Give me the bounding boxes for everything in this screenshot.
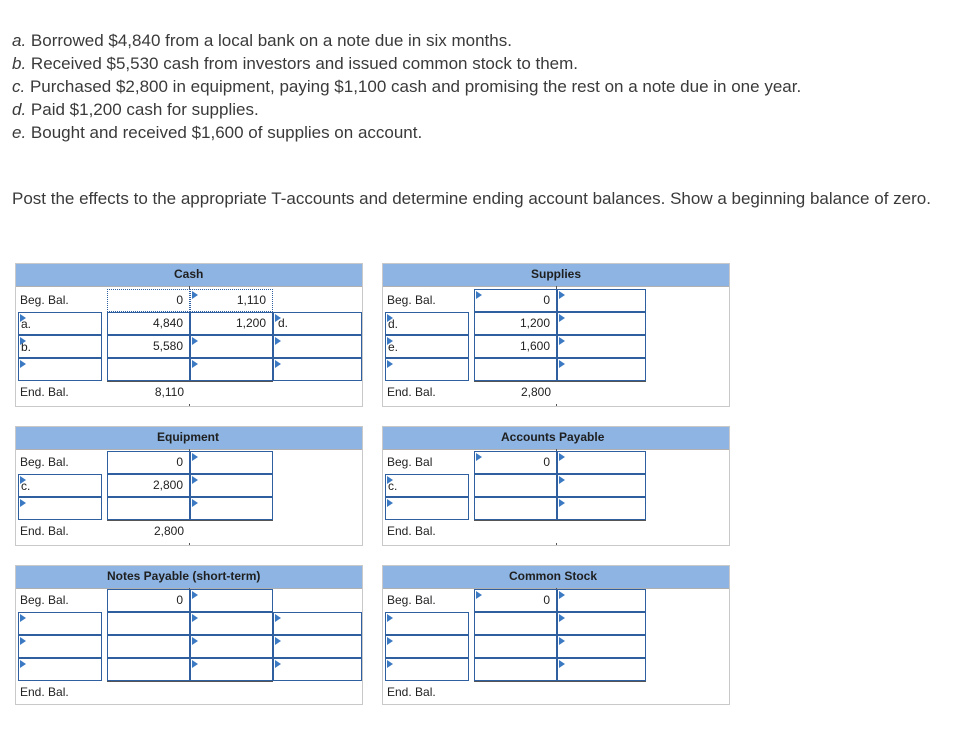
np-r1-credit-label[interactable] bbox=[273, 612, 362, 635]
flag-icon bbox=[275, 637, 281, 645]
flag-icon bbox=[192, 591, 198, 599]
notes-payable-title: Notes Payable (short-term) bbox=[107, 569, 261, 583]
cs-beg-label: Beg. Bal. bbox=[387, 593, 436, 607]
ap-end-label: End. Bal. bbox=[387, 524, 436, 538]
equipment-r2-credit[interactable] bbox=[190, 497, 273, 520]
np-end-credit[interactable] bbox=[190, 681, 273, 704]
equipment-end-debit[interactable]: 2,800 bbox=[107, 520, 190, 543]
cs-end-label: End. Bal. bbox=[387, 685, 436, 699]
supplies-r2-debit[interactable]: 1,600 bbox=[474, 335, 557, 358]
flag-icon bbox=[387, 337, 393, 345]
ap-beg-debit[interactable]: 0 bbox=[474, 451, 557, 474]
flag-icon bbox=[275, 614, 281, 622]
equipment-end-label: End. Bal. bbox=[20, 524, 69, 538]
flag-icon bbox=[387, 614, 393, 622]
t-account-accounts-payable bbox=[382, 426, 730, 546]
np-beg-label: Beg. Bal. bbox=[20, 593, 69, 607]
ap-end-row bbox=[383, 520, 729, 543]
np-row-1 bbox=[16, 612, 362, 635]
flag-icon bbox=[192, 360, 198, 368]
supplies-end-label: End. Bal. bbox=[387, 385, 436, 399]
cash-row-1 bbox=[16, 312, 362, 335]
supplies-r3-debit[interactable] bbox=[474, 358, 557, 381]
flag-icon bbox=[559, 637, 565, 645]
problem-line-d: d. Paid $1,200 cash for supplies. bbox=[12, 100, 259, 119]
equipment-r1-debit[interactable]: 2,800 bbox=[107, 474, 190, 497]
np-beg-debit[interactable]: 0 bbox=[107, 589, 190, 612]
np-row-2 bbox=[16, 635, 362, 658]
equipment-r1-credit[interactable] bbox=[190, 474, 273, 497]
flag-icon bbox=[559, 499, 565, 507]
flag-icon bbox=[387, 637, 393, 645]
cash-beg-label: Beg. Bal. bbox=[20, 293, 69, 307]
equipment-title: Equipment bbox=[157, 430, 219, 444]
cash-r2-credit-label[interactable] bbox=[273, 335, 362, 358]
equipment-row-1 bbox=[16, 474, 362, 497]
flag-icon bbox=[20, 660, 26, 668]
flag-icon bbox=[559, 291, 565, 299]
cash-end-label: End. Bal. bbox=[20, 385, 69, 399]
np-r2-label[interactable] bbox=[18, 635, 102, 658]
np-r2-credit-label[interactable] bbox=[273, 635, 362, 658]
supplies-end-credit[interactable] bbox=[557, 381, 646, 404]
cash-r2-debit[interactable]: 5,580 bbox=[107, 335, 190, 358]
flag-icon bbox=[275, 337, 281, 345]
supplies-r1-label[interactable]: d. bbox=[385, 312, 469, 335]
supplies-end-row bbox=[383, 381, 729, 404]
flag-icon bbox=[275, 360, 281, 368]
flag-icon bbox=[20, 499, 26, 507]
supplies-beg-credit[interactable] bbox=[557, 289, 646, 312]
flag-icon bbox=[192, 637, 198, 645]
supplies-row-3 bbox=[383, 358, 729, 381]
equipment-end-row bbox=[16, 520, 362, 543]
cash-r1-credit[interactable]: 1,200 bbox=[190, 312, 273, 335]
flag-icon bbox=[559, 614, 565, 622]
flag-icon bbox=[192, 291, 198, 299]
cs-r3-label[interactable] bbox=[385, 658, 469, 681]
ap-r1-debit[interactable] bbox=[474, 474, 557, 497]
cs-beg-credit[interactable] bbox=[557, 589, 646, 612]
cs-row-3 bbox=[383, 658, 729, 681]
cash-end-credit[interactable] bbox=[190, 381, 273, 404]
flag-icon bbox=[20, 314, 26, 322]
np-end-label: End. Bal. bbox=[20, 685, 69, 699]
supplies-row-2 bbox=[383, 335, 729, 358]
equipment-beg-debit[interactable]: 0 bbox=[107, 451, 190, 474]
np-row-3 bbox=[16, 658, 362, 681]
flag-icon bbox=[476, 453, 482, 461]
np-r1-debit[interactable] bbox=[107, 612, 190, 635]
flag-icon bbox=[559, 337, 565, 345]
supplies-beg-row bbox=[383, 289, 729, 312]
equipment-r2-label[interactable] bbox=[18, 497, 102, 520]
cs-r2-label[interactable] bbox=[385, 635, 469, 658]
flag-icon bbox=[192, 453, 198, 461]
ap-r2-debit[interactable] bbox=[474, 497, 557, 520]
supplies-r3-label[interactable] bbox=[385, 358, 469, 381]
cash-beg-credit[interactable]: 1,110 bbox=[190, 289, 273, 312]
cash-r1-label[interactable]: a. bbox=[18, 312, 102, 335]
np-r3-credit-label[interactable] bbox=[273, 658, 362, 681]
flag-icon bbox=[192, 476, 198, 484]
cash-row-3 bbox=[16, 358, 362, 381]
cash-r2-label[interactable]: b. bbox=[18, 335, 102, 358]
ap-r1-credit[interactable] bbox=[557, 474, 646, 497]
ap-r1-label[interactable]: c. bbox=[385, 474, 469, 497]
flag-icon bbox=[192, 337, 198, 345]
ap-beg-credit[interactable] bbox=[557, 451, 646, 474]
supplies-row-1 bbox=[383, 312, 729, 335]
supplies-end-debit[interactable]: 2,800 bbox=[474, 381, 557, 404]
ap-end-credit[interactable] bbox=[557, 520, 646, 543]
flag-icon bbox=[192, 499, 198, 507]
ap-row-2 bbox=[383, 497, 729, 520]
cash-row-2 bbox=[16, 335, 362, 358]
flag-icon bbox=[192, 660, 198, 668]
ap-r2-label[interactable] bbox=[385, 497, 469, 520]
np-r3-debit[interactable] bbox=[107, 658, 190, 681]
equipment-row-2 bbox=[16, 497, 362, 520]
cash-r1-debit[interactable]: 4,840 bbox=[107, 312, 190, 335]
cs-end-credit[interactable] bbox=[557, 681, 646, 704]
np-r2-debit[interactable] bbox=[107, 635, 190, 658]
cash-end-row bbox=[16, 381, 362, 404]
np-beg-row bbox=[16, 589, 362, 612]
np-beg-credit[interactable] bbox=[190, 589, 273, 612]
cs-end-debit[interactable] bbox=[474, 681, 557, 704]
flag-icon bbox=[559, 360, 565, 368]
equipment-beg-label: Beg. Bal. bbox=[20, 455, 69, 469]
cs-r3-credit[interactable] bbox=[557, 658, 646, 681]
ap-r2-credit[interactable] bbox=[557, 497, 646, 520]
cs-beg-debit[interactable]: 0 bbox=[474, 589, 557, 612]
np-r3-label[interactable] bbox=[18, 658, 102, 681]
supplies-r1-debit[interactable]: 1,200 bbox=[474, 312, 557, 335]
flag-icon bbox=[476, 591, 482, 599]
t-account-notes-payable bbox=[15, 565, 363, 705]
cs-r1-credit[interactable] bbox=[557, 612, 646, 635]
flag-icon bbox=[20, 337, 26, 345]
supplies-beg-debit[interactable]: 0 bbox=[474, 289, 557, 312]
cash-beg-row bbox=[16, 289, 362, 312]
np-end-debit[interactable] bbox=[107, 681, 190, 704]
accounts-payable-title: Accounts Payable bbox=[501, 430, 605, 444]
cash-title: Cash bbox=[174, 267, 204, 281]
supplies-beg-label: Beg. Bal. bbox=[387, 293, 436, 307]
ap-end-debit[interactable] bbox=[474, 520, 557, 543]
flag-icon bbox=[387, 360, 393, 368]
t-account-cash bbox=[15, 263, 363, 407]
cs-r1-debit[interactable] bbox=[474, 612, 557, 635]
equipment-beg-row bbox=[16, 451, 362, 474]
flag-icon bbox=[275, 314, 281, 322]
equipment-r1-label[interactable]: c. bbox=[18, 474, 102, 497]
t-account-supplies bbox=[382, 263, 730, 407]
cs-r2-credit[interactable] bbox=[557, 635, 646, 658]
supplies-r2-label[interactable]: e. bbox=[385, 335, 469, 358]
flag-icon bbox=[20, 614, 26, 622]
flag-icon bbox=[559, 453, 565, 461]
cs-row-1 bbox=[383, 612, 729, 635]
cash-r2-credit[interactable] bbox=[190, 335, 273, 358]
flag-icon bbox=[20, 360, 26, 368]
ap-beg-label: Beg. Bal bbox=[387, 455, 433, 469]
np-r1-label[interactable] bbox=[18, 612, 102, 635]
flag-icon bbox=[559, 591, 565, 599]
flag-icon bbox=[559, 660, 565, 668]
equipment-beg-credit[interactable] bbox=[190, 451, 273, 474]
flag-icon bbox=[20, 476, 26, 484]
cs-beg-row bbox=[383, 589, 729, 612]
supplies-title: Supplies bbox=[531, 267, 582, 281]
np-end-row bbox=[16, 681, 362, 704]
equipment-end-credit[interactable] bbox=[190, 520, 273, 543]
supplies-r1-credit[interactable] bbox=[557, 312, 646, 335]
equipment-r2-debit[interactable] bbox=[107, 497, 190, 520]
cash-r3-credit[interactable] bbox=[190, 358, 273, 381]
cash-r3-debit[interactable] bbox=[107, 358, 190, 381]
problem-line-e: e. Bought and received $1,600 of supplies on account. bbox=[12, 123, 423, 142]
np-r3-credit[interactable] bbox=[190, 658, 273, 681]
cash-r3-credit-label[interactable] bbox=[273, 358, 362, 381]
cash-beg-debit[interactable]: 0 bbox=[107, 289, 190, 312]
t-account-equipment bbox=[15, 426, 363, 546]
ap-beg-row bbox=[383, 451, 729, 474]
t-account-common-stock bbox=[382, 565, 730, 705]
np-r2-credit[interactable] bbox=[190, 635, 273, 658]
cs-row-2 bbox=[383, 635, 729, 658]
cash-end-debit[interactable]: 8,110 bbox=[107, 381, 190, 404]
supplies-r3-credit[interactable] bbox=[557, 358, 646, 381]
problem-line-c: c. Purchased $2,800 in equipment, paying $1,100 cash and promising the rest on a note due in one year. bbox=[12, 77, 802, 96]
cs-r3-debit[interactable] bbox=[474, 658, 557, 681]
cs-end-row bbox=[383, 681, 729, 704]
flag-icon bbox=[275, 660, 281, 668]
cash-r1-credit-label[interactable]: d. bbox=[273, 312, 362, 335]
flag-icon bbox=[20, 637, 26, 645]
problem-line-b: b. Received $5,530 cash from investors and issued common stock to them. bbox=[12, 54, 579, 73]
flag-icon bbox=[387, 660, 393, 668]
flag-icon bbox=[387, 499, 393, 507]
ap-row-1 bbox=[383, 474, 729, 497]
flag-icon bbox=[387, 476, 393, 484]
cs-r1-label[interactable] bbox=[385, 612, 469, 635]
supplies-r2-credit[interactable] bbox=[557, 335, 646, 358]
problem-line-a: a. Borrowed $4,840 from a local bank on a note due in six months. bbox=[12, 31, 512, 50]
flag-icon bbox=[559, 314, 565, 322]
common-stock-title: Common Stock bbox=[509, 569, 598, 583]
flag-icon bbox=[192, 614, 198, 622]
flag-icon bbox=[387, 314, 393, 322]
cash-r3-label[interactable] bbox=[18, 358, 102, 381]
np-r1-credit[interactable] bbox=[190, 612, 273, 635]
cs-r2-debit[interactable] bbox=[474, 635, 557, 658]
flag-icon bbox=[476, 291, 482, 299]
instructions: Post the effects to the appropriate T-accounts and determine ending account balances. Show a beginning balance of zero. bbox=[12, 189, 931, 208]
flag-icon bbox=[559, 476, 565, 484]
